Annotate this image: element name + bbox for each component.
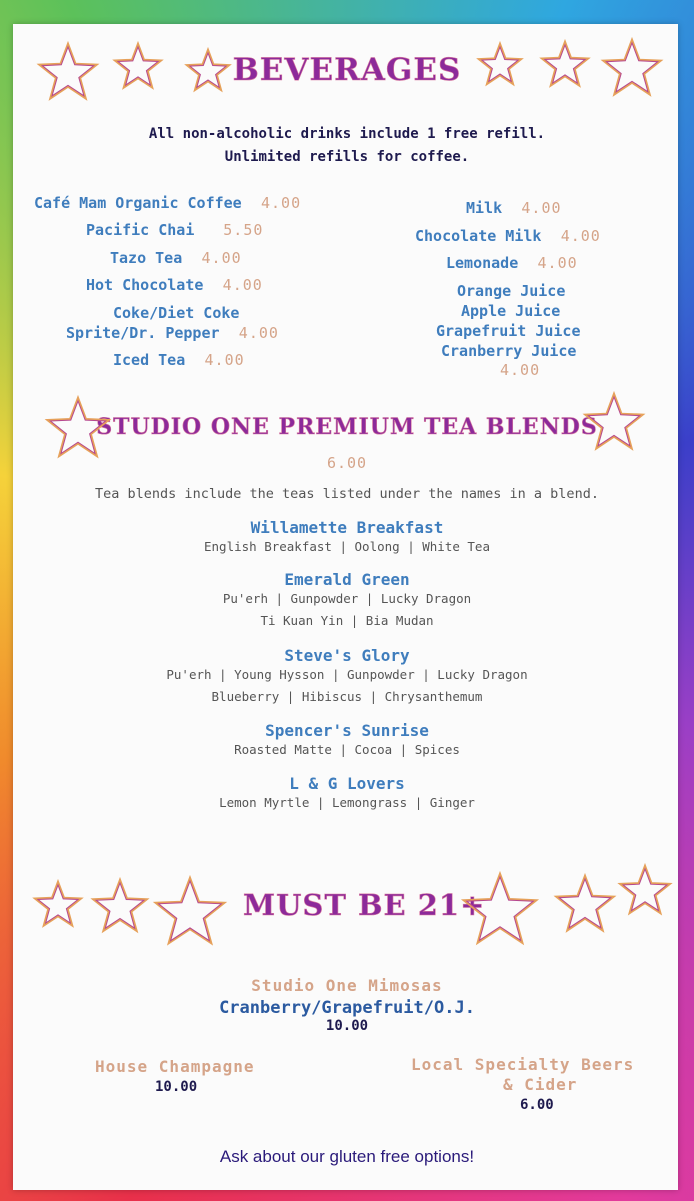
blend-teas: English Breakfast | Oolong | White Tea <box>204 539 490 554</box>
star-icon <box>552 871 618 937</box>
star-icon <box>581 389 647 455</box>
blend-teas: Ti Kuan Yin | Bia Mudan <box>260 613 434 628</box>
tea-blends-price: 6.00 <box>326 454 368 472</box>
blend-name: L & G Lovers <box>289 774 405 793</box>
beer-name: Local Specialty Beers <box>411 1055 635 1074</box>
menu-item: Coke/Diet Coke <box>113 304 240 322</box>
star-icon <box>43 393 113 463</box>
blend-teas: Blueberry | Hibiscus | Chrysanthemum <box>211 689 483 704</box>
blend-name: Willamette Breakfast <box>250 518 444 537</box>
star-icon <box>616 861 674 919</box>
mimosa-price: 10.00 <box>325 1018 369 1034</box>
champagne-price: 10.00 <box>155 1079 198 1095</box>
star-icon <box>151 873 229 951</box>
refill-note-1: All non-alcoholic drinks include 1 free refill. <box>148 126 546 142</box>
star-icon <box>31 877 85 931</box>
star-icon <box>89 875 151 937</box>
menu-item: Iced Tea 4.00 <box>113 351 245 369</box>
menu-item: Café Mam Organic Coffee 4.00 <box>34 194 302 212</box>
menu-item: Apple Juice <box>461 302 561 320</box>
juice-price: 4.00 <box>500 361 541 379</box>
blend-name: Steve's Glory <box>284 646 410 665</box>
menu-item: Hot Chocolate 4.00 <box>86 276 263 294</box>
tea-blends-title: STUDIO ONE PREMIUM TEA BLENDS <box>96 414 598 440</box>
star-icon <box>183 45 233 95</box>
menu-item: Grapefruit Juice <box>436 322 581 340</box>
beverages-title: BEVERAGES <box>232 52 462 88</box>
star-icon <box>35 39 101 105</box>
blend-teas: Pu'erh | Young Hysson | Gunpowder | Lucky Dragon <box>166 667 528 682</box>
star-icon <box>475 39 525 89</box>
champagne-name: House Champagne <box>95 1057 255 1076</box>
mimosa-flavors: Cranberry/Grapefruit/O.J. <box>219 998 475 1018</box>
beer-name-2: & Cider <box>503 1075 578 1094</box>
menu-item: Sprite/Dr. Pepper 4.00 <box>66 324 279 342</box>
blend-teas: Lemon Myrtle | Lemongrass | Ginger <box>219 795 475 810</box>
star-icon <box>111 39 165 93</box>
menu-item: Pacific Chai 5.50 <box>86 221 264 239</box>
star-icon <box>459 869 541 951</box>
gluten-free-note: Ask about our gluten free options! <box>219 1147 475 1166</box>
star-icon <box>599 35 665 101</box>
menu-item: Tazo Tea 4.00 <box>110 249 242 267</box>
blend-teas: Roasted Matte | Cocoa | Spices <box>234 742 460 757</box>
mimosa-name: Studio One Mimosas <box>251 976 443 995</box>
beer-price: 6.00 <box>520 1097 554 1113</box>
menu-item: Cranberry Juice <box>441 342 577 360</box>
blend-teas: Pu'erh | Gunpowder | Lucky Dragon <box>222 591 472 606</box>
tea-blends-note: Tea blends include the teas listed under the names in a blend. <box>95 486 599 502</box>
menu-item: Lemonade 4.00 <box>446 254 578 272</box>
blend-name: Spencer's Sunrise <box>265 721 429 740</box>
star-icon <box>538 37 592 91</box>
menu-item: Chocolate Milk 4.00 <box>415 227 601 245</box>
refill-note-2: Unlimited refills for coffee. <box>224 149 470 165</box>
menu-item: Orange Juice <box>457 282 566 300</box>
menu-item: Milk 4.00 <box>466 199 562 217</box>
blend-name: Emerald Green <box>284 570 410 589</box>
adults-title: MUST BE 21+ <box>243 888 486 922</box>
